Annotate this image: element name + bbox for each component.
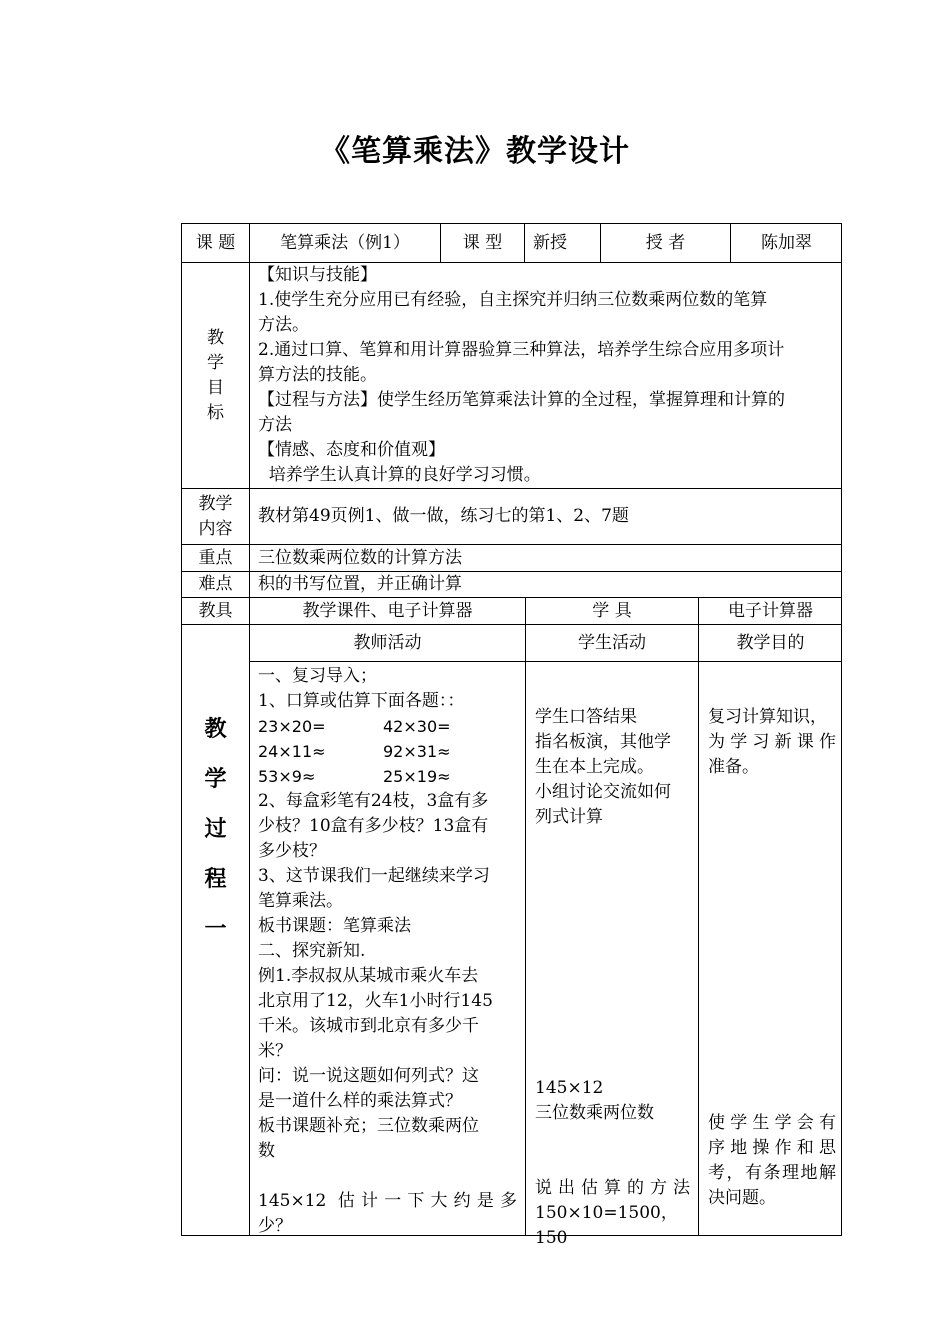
math-item: 92×31≈ [383, 742, 451, 761]
purpose-line: 使学生学会有 [708, 1113, 836, 1133]
teacher-line: 数 [258, 1141, 275, 1161]
teacher-line: 少枝？10盒有多少枝？13盒有 [258, 816, 489, 836]
student-line: 三位数乘两位数 [535, 1103, 654, 1123]
goals-line: 算方法的技能。 [258, 365, 377, 385]
topic-label: 课 题 [181, 223, 249, 262]
teacher-line: 3、这节课我们一起继续来学习 [258, 866, 490, 886]
goals-line: 【知识与技能】 [258, 265, 377, 285]
teacher-line: 二、探究新知. [258, 941, 366, 961]
student-line: 生在本上完成。 [535, 757, 654, 777]
math-item: 25×19≈ [383, 767, 451, 786]
student-line: 145×12 [535, 1078, 604, 1098]
type-label: 课 型 [440, 223, 524, 262]
teacher-line: 一、复习导入； [258, 666, 377, 686]
content-label-line: 教学 [198, 493, 233, 514]
process-label-char: 学 [204, 767, 227, 792]
teacher-line: 是一道什么样的乘法算式？ [258, 1091, 462, 1111]
teacher-line: 例1.李叔叔从某城市乘火车去 [258, 966, 479, 986]
difficulty-value: 积的书写位置，并正确计算 [249, 571, 842, 597]
process-label-char: 一 [204, 917, 227, 942]
goals-line: 【情感、态度和价值观】 [258, 440, 445, 460]
content-label-line: 内容 [198, 518, 233, 539]
math-row [258, 764, 517, 789]
purpose-line: 考，有条理地解 [708, 1163, 836, 1183]
goals-label [181, 262, 249, 488]
teacher-line: 问：说一说这题如何列式？这 [258, 1066, 479, 1086]
teacher-value: 陈加翠 [730, 223, 842, 262]
teacher-line: 板书课题：笔算乘法 [258, 916, 411, 936]
goals-line: 方法 [258, 415, 292, 435]
goals-label-char: 目 [207, 377, 224, 398]
goals-line: 培养学生认真计算的良好学习习惯。 [258, 465, 541, 485]
goals-content [249, 262, 842, 488]
process-label [181, 624, 249, 1236]
teacher-line: 少？ [258, 1216, 292, 1236]
purpose-line: 复习计算知识， [708, 707, 827, 727]
lesson-plan-table [181, 223, 842, 1248]
purpose-line: 准备。 [708, 757, 759, 777]
tools-label: 教具 [181, 597, 249, 624]
process-label-char: 教 [204, 717, 227, 742]
student-tools-value: 电子计算器 [698, 597, 842, 624]
goals-line: 2.通过口算、笔算和用计算器验算三种算法，培养学生综合应用多项计 [258, 340, 785, 360]
teacher-line: 北京用了12，火车1小时行145 [258, 991, 493, 1011]
col-student-activity: 学生活动 [525, 624, 698, 661]
teacher-line: 多少枝？ [258, 841, 326, 861]
math-item: 23×20= [258, 717, 326, 736]
teacher-line: 笔算乘法。 [258, 891, 343, 911]
content-label [181, 488, 249, 544]
math-item: 53×9≈ [258, 767, 316, 786]
teaching-purpose-cell [698, 661, 842, 1236]
student-line: 说出估算的方法 [535, 1178, 690, 1198]
key-point-value: 三位数乘两位数的计算方法 [249, 544, 842, 571]
topic-value: 笔算乘法（例1） [249, 223, 440, 262]
student-line: 指名板演，其他学 [535, 732, 671, 752]
teacher-line: 1、口算或估算下面各题：： [258, 691, 465, 711]
goals-label-char: 学 [207, 352, 224, 373]
col-teaching-purpose: 教学目的 [698, 624, 842, 661]
teacher-line: 千米。该城市到北京有多少千 [258, 1016, 479, 1036]
student-line: 学生口答结果 [535, 707, 637, 727]
document-title: 《笔算乘法》教学设计 [320, 134, 630, 169]
process-label-char: 过 [204, 817, 227, 842]
goals-line: 方法。 [258, 315, 309, 335]
math-row [258, 739, 517, 764]
col-teacher-activity: 教师活动 [249, 624, 525, 661]
purpose-line: 序地操作和思 [708, 1138, 836, 1158]
teacher-activity-cell [249, 661, 525, 1236]
goals-label-char: 教 [207, 327, 224, 348]
purpose-line: 决问题。 [708, 1188, 776, 1208]
type-value: 新授 [524, 223, 600, 262]
teacher-line: 米？ [258, 1041, 292, 1061]
teacher-line: 145×12 估计一下大约是多 [258, 1191, 517, 1211]
goals-line: 1.使学生充分应用已有经验，自主探究并归纳三位数乘两位数的笔算 [258, 290, 768, 310]
difficulty-label: 难点 [181, 571, 249, 597]
student-line: 150×10=1500，150 [535, 1203, 678, 1248]
teacher-label: 授 者 [600, 223, 730, 262]
student-line: 列式计算 [535, 807, 603, 827]
student-tools-label: 学 具 [525, 597, 698, 624]
teacher-line: 2、每盒彩笔有24枝，3盒有多 [258, 791, 489, 811]
process-label-char: 程 [204, 867, 227, 892]
student-activity-cell [525, 661, 698, 1248]
content-value: 教材第49页例1、做一做，练习七的第1、2、7题 [249, 488, 842, 544]
math-item: 24×11≈ [258, 742, 326, 761]
teacher-line: 板书课题补充；三位数乘两位 [258, 1116, 479, 1136]
goals-label-char: 标 [207, 402, 224, 423]
goals-line: 【过程与方法】使学生经历笔算乘法计算的全过程，掌握算理和计算的 [258, 390, 785, 410]
student-line: 小组讨论交流如何 [535, 782, 671, 802]
purpose-line: 为学习新课作 [708, 732, 836, 752]
math-row [258, 714, 517, 739]
teacher-tools-value: 教学课件、电子计算器 [249, 597, 525, 624]
key-point-label: 重点 [181, 544, 249, 571]
math-item: 42×30= [383, 717, 451, 736]
